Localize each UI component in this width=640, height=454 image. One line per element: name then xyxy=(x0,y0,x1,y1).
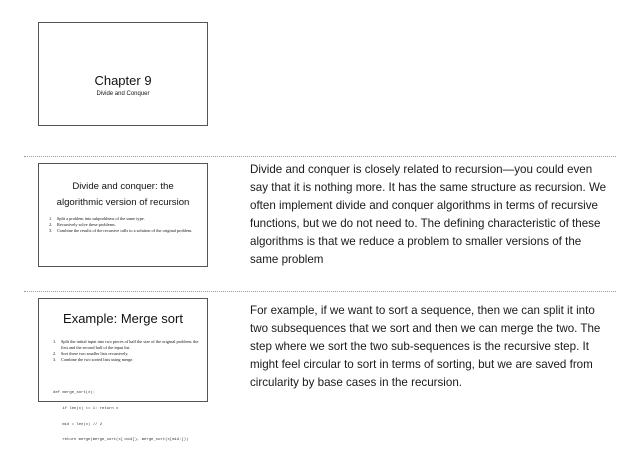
list-text: Split a problem into subproblems of the same type. xyxy=(57,216,145,221)
list-item xyxy=(53,357,201,363)
notes-paragraph: Divide and conquer is closely related to recursion—you could even say that it is nothing more. It has the same structure as recursion. We often implement divide and conquer algorithms in terms of recursive functions, but we do not need to. The defining characteristic of these algorithms is that we reduce a problem to smaller versions of the same problem xyxy=(250,163,607,266)
slide-notes xyxy=(250,302,610,392)
list-number: 1. xyxy=(49,216,53,221)
list-number: 2. xyxy=(49,222,53,227)
slide-divide-and-conquer xyxy=(38,163,208,267)
list-number: 3. xyxy=(49,228,53,233)
page-separator xyxy=(24,156,616,157)
slide-title-line: Divide and conquer: the xyxy=(72,181,174,192)
list-number: 2. xyxy=(53,351,57,356)
page-separator xyxy=(24,291,616,292)
slide-list xyxy=(49,216,201,234)
list-item xyxy=(53,339,201,351)
code-line: return merge(merge_sort(x[:mid]), merge_sort(x[mid:])) xyxy=(53,438,189,443)
chapter-title: Chapter 9 xyxy=(94,73,152,88)
slide-notes xyxy=(250,161,610,269)
slide-title-line: algorithmic version of recursion xyxy=(56,197,190,208)
code-line: mid = len(x) // 2 xyxy=(53,422,103,427)
code-block xyxy=(53,381,203,454)
list-number: 3. xyxy=(53,357,57,362)
notes-paragraph: For example, if we want to sort a sequence, then we can split it into two subsequences that we sort and then we can merge the two. The step where we sort the two sub-sequences is the recursive step. It might feel circular to sort in terms of sorting, but we are saved from circularity by base cases in the recursion. xyxy=(250,304,601,389)
list-text: Split the initial input into two pieces of half the size of the original problem: the first and the second half of the input list. xyxy=(61,339,199,350)
slide-title xyxy=(43,179,203,211)
list-text: Combine the two sorted lists using merge. xyxy=(61,357,134,362)
list-text: Combine the results of the recursive calls to a solution of the original problem. xyxy=(57,228,193,233)
code-line: if len(x) <= 1: return x xyxy=(53,407,119,412)
chapter-subtitle: Divide and Conquer xyxy=(96,91,150,97)
list-text: Sort these two smaller lists recursively. xyxy=(61,351,129,356)
slide-list xyxy=(53,339,201,363)
list-text: Recursively solve these problems. xyxy=(57,222,116,227)
list-item xyxy=(49,228,201,234)
code-line: def merge_sort(x): xyxy=(53,391,96,396)
slide-merge-sort xyxy=(38,298,208,443)
slide-chapter-title xyxy=(38,22,208,126)
slide-title: Example: Merge sort xyxy=(63,311,183,326)
list-number: 1. xyxy=(53,339,57,344)
